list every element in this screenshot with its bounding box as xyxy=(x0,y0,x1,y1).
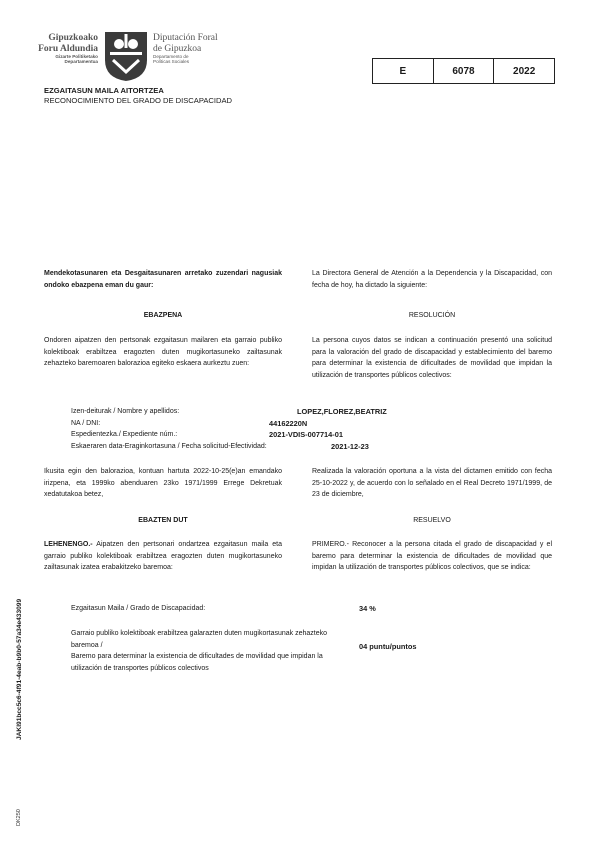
name-label: Izen-deiturak / Nombre y apellidos: xyxy=(71,408,180,415)
degree-value: 34 % xyxy=(359,604,376,613)
assessment-eu: Ikusita egin den balorazioa, kontuan hartuta 2022-10-25(e)an emandako irizpena, eta 1999ko abenduaren 23ko 1971/1999 Errege Dekretuak xedatutakoa betez, xyxy=(44,468,282,499)
section-title-eu: EZGAITASUN MAILA AITORTZEA xyxy=(44,86,164,95)
assessment-es: Realizada la valoración oportuna a la vista del dictamen emitido con fecha 25-10-2022 y, de acuerdo con lo señalado en el Real Decreto 1971/1999, de 23 de diciembre, xyxy=(312,468,552,499)
resolution-text-es: La persona cuyos datos se indican a continuación presentó una solicitud para la valoración del grado de discapacidad y establecimiento del baremo para determinar la existencia de dificultades de movilidad que impidan la utilización de transportes públicos colectivos: xyxy=(312,337,552,379)
dni-label: NA / DNI: xyxy=(71,420,101,427)
resolution-title-eu: EBAZPENA xyxy=(143,312,183,319)
resolve-title-es: RESUELVO xyxy=(413,517,451,524)
resolve-title-eu: EBAZTEN DUT xyxy=(138,517,188,524)
reference-box xyxy=(372,58,555,84)
diputacion-logo-basque-text: Gipuzkoako Foru Aldundia Gizarte Politiketako Departamentua xyxy=(38,33,98,65)
mobility-label-es: Baremo para determinar la existencia de dificultades de movilidad que impidan la utilización de transportes públicos colectivos xyxy=(71,653,323,672)
resolution-title-es: RESOLUCIÓN xyxy=(408,312,456,319)
intro-eu: Mendekotasunaren eta Desgaitasunaren arretako zuzendari nagusiak ondoko ebazpena eman du gaur: xyxy=(44,270,282,289)
mobility-value: 04 puntu/puntos xyxy=(359,642,417,651)
file-value: 2021-VDIS-007714-01 xyxy=(269,430,343,439)
diputacion-logo-spanish-text: Diputación Foral de Gipuzkoa Departamento de Políticas Sociales xyxy=(153,33,218,65)
reference-series: E xyxy=(373,59,434,83)
name-value: LOPEZ,FLOREZ,BEATRIZ xyxy=(297,407,387,416)
reference-number: 6078 xyxy=(434,59,495,83)
file-label: Espedientezka./ Expediente núm.: xyxy=(71,431,178,438)
date-label: Eskaeraren data-Eraginkortasuna / Fecha solicitud-Efectividad: xyxy=(71,443,267,450)
reference-year: 2022 xyxy=(513,65,536,77)
resolution-text-eu: Ondoren aipatzen den pertsonak ezgaitasun mailaren eta garraio publiko kolektiboak erabiltzea eragozten duten mugikortasuneko zailtasunak zehazteko baremoaren balorazioa egiteko eskaera aurkeztu zuen: xyxy=(44,337,282,368)
first-point-eu: LEHENENGO.- Aipatzen den pertsonari ondartzea ezgaitasun maila eta garraio publiko kolektiboak erabiltzea eragozten duten mugikortasuneko zailtasunak izatea erabakitzeko baremoa: xyxy=(44,541,282,572)
mobility-label-eu: Garraio publiko kolektiboak erabiltzea galarazten duten mugikortasunak zehazteko baremoa / xyxy=(71,630,328,649)
degree-label: Ezgaitasun Maila / Grado de Discapacidad: xyxy=(71,605,206,612)
dni-value: 44162220N xyxy=(269,419,308,428)
first-point-es: PRIMERO.- Reconocer a la persona citada el grado de discapacidad y el baremo para determinar la existencia de dificultades de movilidad que impidan la utilización de transportes públicos colectivos, que se indica: xyxy=(312,541,552,572)
document-verification-code: JAKI91bcc5c6-4f91-4eab-b9b0-57a34e433099 xyxy=(16,598,23,740)
section-title-es: RECONOCIMIENTO DEL GRADO DE DISCAPACIDAD xyxy=(44,96,233,105)
date-value: 2021-12-23 xyxy=(331,442,369,451)
form-code: DK250 xyxy=(16,809,22,826)
coat-of-arms-icon xyxy=(103,30,149,82)
intro-es: La Directora General de Atención a la Dependencia y la Discapacidad, con fecha de hoy, ha dictado la siguiente: xyxy=(312,270,552,289)
